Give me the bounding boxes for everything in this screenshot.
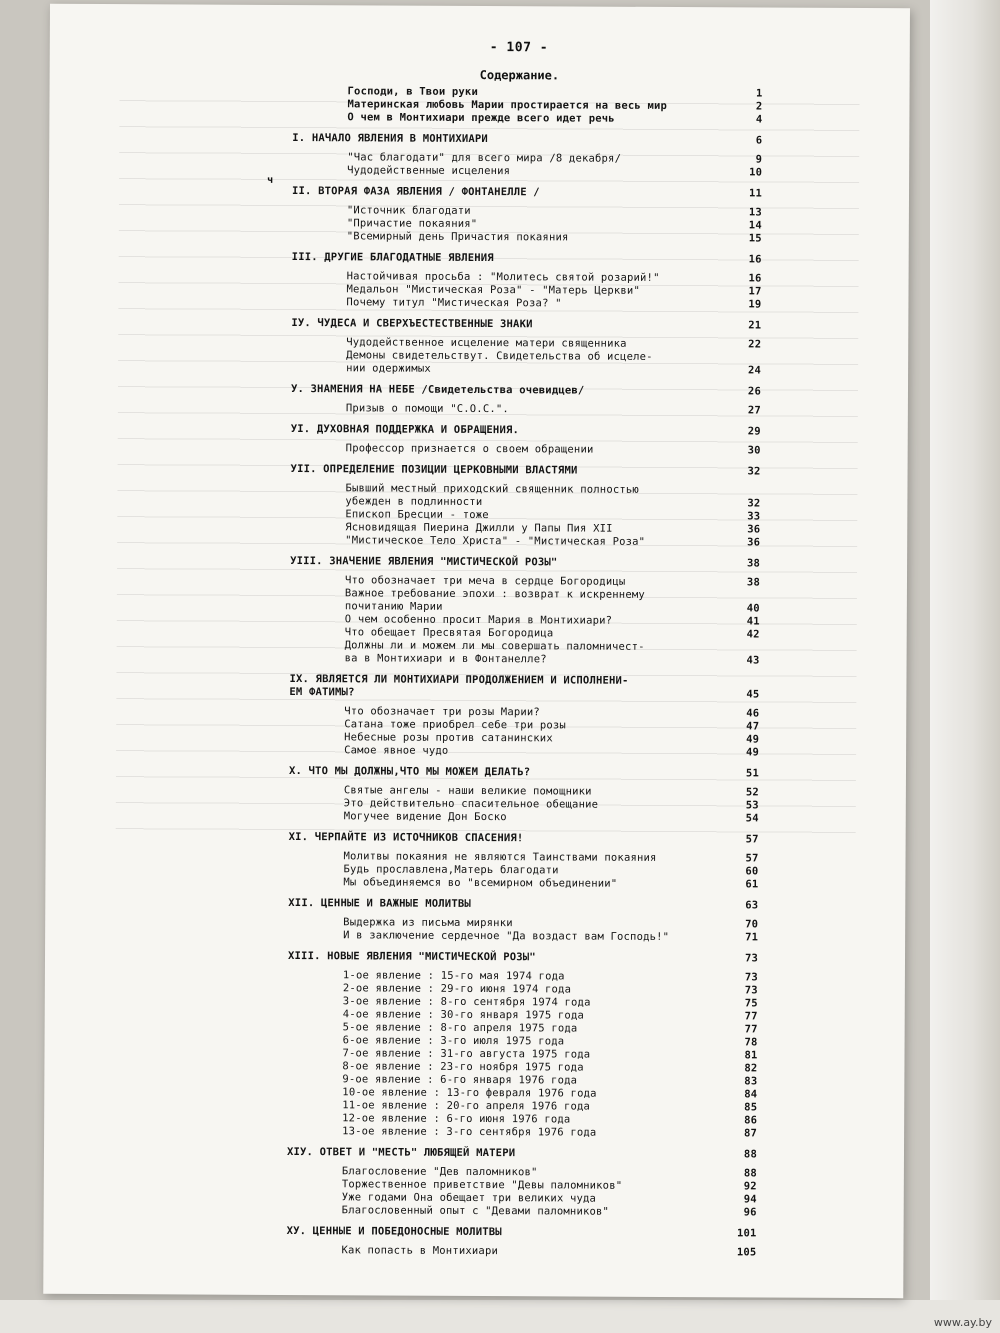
entry-title: "Всемирный день Причастия покаяния bbox=[346, 230, 569, 244]
chapter-entry bbox=[288, 950, 758, 965]
entry-title: 11-ое явление : 20-го апреля 1976 года bbox=[342, 1099, 591, 1113]
entry-page-number: 96 bbox=[743, 1206, 757, 1219]
toc-entry bbox=[290, 482, 760, 510]
toc-entry bbox=[286, 1244, 756, 1259]
entry-page-number: 24 bbox=[748, 364, 762, 377]
entry-title: ХУ. ЦЕННЫЕ И ПОБЕДОНОСНЫЕ МОЛИТВЫ bbox=[286, 1225, 502, 1239]
entry-page-number: 6 bbox=[755, 134, 763, 147]
entry-title: Материнская любовь Марии простирается на весь мир bbox=[347, 98, 668, 112]
entry-title: Почему титул "Мистическая Роза? " bbox=[346, 296, 562, 310]
entry-page-number: 26 bbox=[747, 385, 762, 398]
entry-page-number: 71 bbox=[745, 931, 759, 944]
entry-title: Демоны свидетельствут. Свидетельства об исцеле- нии одержимых bbox=[346, 349, 653, 375]
entry-title: 3-ое явление : 8-го сентября 1974 года bbox=[342, 995, 591, 1009]
chapter-entry bbox=[289, 765, 759, 780]
entry-page-number: 73 bbox=[744, 984, 758, 997]
entry-title: Епископ Бресции - тоже bbox=[345, 508, 489, 522]
toc-entry bbox=[290, 534, 760, 549]
entry-page-number: 53 bbox=[745, 799, 759, 812]
entry-page-number: 1 bbox=[755, 87, 763, 100]
entry-title: Торжественное приветствие "Девы паломников" bbox=[341, 1178, 623, 1192]
entry-page-number: 16 bbox=[748, 253, 762, 266]
chapter-entry bbox=[292, 132, 762, 147]
toc-entry bbox=[290, 587, 760, 615]
entry-page-number: 52 bbox=[745, 786, 759, 799]
toc-entry bbox=[291, 442, 761, 457]
entry-title: III. ДРУГИЕ БЛАГОДАТНЫЕ ЯВЛЕНИЯ bbox=[291, 251, 494, 265]
entry-page-number: 49 bbox=[746, 733, 760, 746]
entry-page-number: 47 bbox=[746, 720, 760, 733]
entry-title: Молитвы покаяния не являются Таинствами покаяния bbox=[343, 850, 657, 864]
entry-page-number: 10 bbox=[749, 166, 763, 179]
entry-title: Чудодейственные исцеления bbox=[347, 164, 511, 178]
entry-title: О чем особенно просит Мария в Монтихиари? bbox=[344, 613, 613, 627]
entry-title: Сатана тоже приобрел себе три розы bbox=[344, 718, 566, 732]
entry-page-number: 13 bbox=[748, 206, 762, 219]
entry-title: Мы объединяемся во "всемирном объединении" bbox=[343, 876, 618, 890]
entry-title: Будь прославлена,Матерь благодати bbox=[343, 863, 559, 877]
chapter-entry bbox=[291, 423, 761, 438]
entry-page-number: 29 bbox=[747, 425, 761, 438]
chapter-entry bbox=[290, 555, 760, 570]
entry-page-number: 77 bbox=[744, 1023, 758, 1036]
entry-title: УIII. ЗНАЧЕНИЕ ЯВЛЕНИЯ "МИСТИЧЕСКОЙ РОЗЫ" bbox=[290, 555, 558, 569]
entry-page-number: 83 bbox=[744, 1075, 758, 1088]
entry-title: Чудодейственное исцеление матери священника bbox=[346, 336, 627, 350]
entry-title: У. ЗНАМЕНИЯ НА НЕБЕ /Свидетельства очевидцев/ bbox=[290, 383, 585, 397]
entry-title: Настойчивая просьба : "Молитесь святой розарий!" bbox=[346, 270, 660, 284]
entry-title: X. ЧТО МЫ ДОЛЖНЫ,ЧТО МЫ МОЖЕМ ДЕЛАТЬ? bbox=[288, 765, 531, 779]
entry-page-number: 15 bbox=[748, 232, 762, 245]
entry-page-number: 16 bbox=[748, 272, 762, 285]
entry-title: 7-ое явление : 31-го августа 1975 года bbox=[342, 1047, 591, 1061]
entry-title: Медальон "Мистическая Роза" - "Матерь Церкви" bbox=[346, 283, 641, 297]
entry-page-number: 32 bbox=[747, 465, 761, 478]
entry-page-number: 77 bbox=[744, 1010, 758, 1023]
entry-title: Профессор признается о своем обращении bbox=[345, 442, 594, 456]
entry-title: Уже годами Она обещает три великих чуда bbox=[341, 1191, 597, 1205]
entry-title: II. ВТОРАЯ ФАЗА ЯВЛЕНИЯ / ФОНТАНЕЛЛЕ / bbox=[291, 185, 540, 199]
chapter-entry bbox=[291, 317, 761, 332]
entry-page-number: 81 bbox=[744, 1049, 758, 1062]
entry-title: IX. ЯВЛЯЕТСЯ ЛИ МОНТИХИАРИ ПРОДОЛЖЕНИЕМ И ИСПОЛНЕНИ- ЕМ ФАТИМЫ? bbox=[289, 673, 629, 699]
entry-title: Святые ангелы - наши великие помощники bbox=[343, 784, 592, 798]
entry-title: Что обозначает три розы Марии? bbox=[344, 705, 540, 719]
entry-page-number: 42 bbox=[746, 628, 760, 641]
entry-title: XII. ЦЕННЫЕ И ВАЖНЫЕ МОЛИТВЫ bbox=[288, 897, 471, 910]
entry-title: XI. ЧЕРПАЙТЕ ИЗ ИСТОЧНИКОВ СПАСЕНИЯ! bbox=[288, 831, 524, 845]
entry-title: Небесные розы против сатанинских bbox=[344, 731, 553, 745]
entry-page-number: 63 bbox=[745, 899, 759, 912]
toc-entry bbox=[292, 111, 762, 126]
entry-title: О чем в Монтихиари прежде всего идет речь bbox=[347, 111, 615, 125]
entry-title: 4-ое явление : 30-го января 1975 года bbox=[342, 1008, 585, 1022]
entry-title: 10-ое явление : 13-го февраля 1976 года bbox=[342, 1086, 597, 1100]
entry-page-number: 57 bbox=[745, 833, 759, 846]
entry-title: Как попасть в Монтихиари bbox=[341, 1244, 499, 1258]
entry-title: Господи, в Твои руки bbox=[347, 85, 479, 98]
entry-page-number: 46 bbox=[746, 707, 760, 720]
entry-title: 12-ое явление : 6-го июня 1976 года bbox=[342, 1112, 571, 1126]
entry-page-number: 101 bbox=[736, 1227, 757, 1240]
entry-page-number: 105 bbox=[736, 1246, 757, 1259]
entry-page-number: 43 bbox=[746, 654, 760, 667]
entry-title: Благословение "Дев паломников" bbox=[341, 1165, 538, 1179]
page-number: - 107 - bbox=[489, 40, 549, 56]
entry-title: Что обозначает три меча в сердце Богородицы bbox=[344, 574, 626, 588]
chapter-entry bbox=[291, 383, 761, 398]
entry-page-number: 21 bbox=[748, 319, 762, 332]
entry-title: "Причастие покаяния" bbox=[346, 217, 478, 230]
entry-page-number: 30 bbox=[747, 444, 761, 457]
entry-page-number: 22 bbox=[748, 338, 762, 351]
entry-page-number: 61 bbox=[745, 878, 759, 891]
entry-page-number: 11 bbox=[748, 187, 763, 200]
entry-page-number: 73 bbox=[744, 952, 759, 965]
entry-page-number: 38 bbox=[746, 576, 761, 589]
entry-title: 9-ое явление : 6-го января 1976 года bbox=[342, 1073, 578, 1087]
background-table bbox=[0, 1300, 1000, 1333]
entry-title: 5-ое явление : 8-го апреля 1975 года bbox=[342, 1021, 578, 1035]
entry-page-number: 57 bbox=[745, 852, 759, 865]
entry-title: "Мистическое Тело Христа" - "Мистическая Роза" bbox=[345, 534, 646, 548]
chapter-entry bbox=[289, 673, 759, 701]
entry-title: УI. ДУХОВНАЯ ПОДДЕРЖКА И ОБРАЩЕНИЯ. bbox=[290, 423, 520, 437]
entry-page-number: 87 bbox=[744, 1127, 758, 1140]
toc-title: Содержание. bbox=[479, 67, 560, 83]
entry-title: Могучее видение Дон Боско bbox=[343, 810, 507, 824]
entry-title: Ясновидящая Пиерина Джилли у Папы Пия XII bbox=[345, 521, 613, 535]
entry-title: Должны ли и можем ли мы совершать паломничест- ва в Монтихиари и в Фонтанелле? bbox=[344, 639, 645, 666]
entry-title: Что обещает Пресвятая Богородица bbox=[344, 626, 554, 640]
entry-title: IУ. ЧУДЕСА И СВЕРХЪЕСТЕСТВЕННЫЕ ЗНАКИ bbox=[291, 317, 533, 331]
toc-entry bbox=[288, 876, 758, 891]
chapter-entry bbox=[287, 1146, 757, 1161]
table-of-contents bbox=[286, 85, 762, 1259]
entry-title: I. НАЧАЛО ЯВЛЕНИЯ В МОНТИХИАРИ bbox=[292, 132, 488, 146]
entry-page-number: 94 bbox=[743, 1193, 757, 1206]
entry-page-number: 40 bbox=[746, 602, 760, 615]
entry-page-number: 75 bbox=[744, 997, 758, 1010]
entry-page-number: 88 bbox=[743, 1148, 758, 1161]
watermark: www.ay.by bbox=[933, 1316, 992, 1329]
entry-page-number: 14 bbox=[748, 219, 762, 232]
entry-page-number: 38 bbox=[747, 557, 761, 570]
entry-title: 6-ое явление : 3-го июля 1975 года bbox=[342, 1034, 565, 1048]
toc-entry bbox=[287, 1204, 757, 1219]
entry-page-number: 41 bbox=[746, 615, 760, 628]
chapter-entry bbox=[292, 185, 762, 200]
entry-page-number: 60 bbox=[745, 865, 759, 878]
entry-title: УII. ОПРЕДЕЛЕНИЕ ПОЗИЦИИ ЦЕРКОВНЫМИ ВЛАСТЯМИ bbox=[290, 463, 578, 477]
entry-page-number: 92 bbox=[743, 1180, 757, 1193]
entry-page-number: 17 bbox=[748, 285, 762, 298]
toc-entry bbox=[287, 1125, 757, 1140]
entry-page-number: 78 bbox=[744, 1036, 758, 1049]
entry-title: Самое явное чудо bbox=[344, 744, 449, 757]
margin-mark: ч bbox=[267, 174, 274, 186]
entry-title: Выдержка из письма мирянки bbox=[343, 916, 513, 930]
entry-page-number: 36 bbox=[747, 523, 761, 536]
entry-title: 1-ое явление : 15-го мая 1974 года bbox=[342, 969, 565, 983]
entry-page-number: 51 bbox=[745, 767, 760, 780]
entry-page-number: 85 bbox=[744, 1101, 758, 1114]
entry-page-number: 27 bbox=[747, 404, 761, 417]
chapter-entry bbox=[287, 1225, 757, 1240]
entry-title: Призыв о помощи "С.О.С.". bbox=[345, 402, 509, 416]
toc-entry bbox=[291, 349, 761, 377]
entry-title: 13-ое явление : 3-го сентября 1976 года bbox=[342, 1125, 597, 1139]
chapter-entry bbox=[292, 251, 762, 266]
entry-title: XIУ. ОТВЕТ И "МЕСТЬ" ЛЮБЯЩЕЙ МАТЕРИ bbox=[286, 1146, 516, 1160]
entry-page-number: 54 bbox=[745, 812, 759, 825]
document-page bbox=[43, 4, 910, 1298]
entry-title: "Источник благодати bbox=[346, 204, 471, 217]
entry-page-number: 49 bbox=[746, 746, 760, 759]
chapter-entry bbox=[289, 831, 759, 846]
entry-page-number: 84 bbox=[744, 1088, 758, 1101]
entry-title: 2-ое явление : 29-го июня 1974 года bbox=[342, 982, 572, 996]
entry-page-number: 32 bbox=[747, 497, 761, 510]
toc-entry bbox=[291, 402, 761, 417]
entry-title: Бывший местный приходский священник полностью убежден в подлинности bbox=[345, 482, 639, 509]
chapter-entry bbox=[291, 463, 761, 478]
entry-title: 8-ое явление : 23-го ноября 1975 года bbox=[342, 1060, 584, 1074]
entry-page-number: 82 bbox=[744, 1062, 758, 1075]
toc-entry bbox=[291, 296, 761, 311]
entry-page-number: 73 bbox=[744, 971, 758, 984]
chapter-entry bbox=[288, 897, 758, 912]
toc-entry bbox=[292, 230, 762, 245]
entry-page-number: 33 bbox=[747, 510, 761, 523]
entry-title: Благословенный опыт с "Девами паломников" bbox=[341, 1204, 610, 1218]
entry-page-number: 88 bbox=[743, 1167, 757, 1180]
toc-entry bbox=[289, 744, 759, 759]
entry-title: XIII. НОВЫЕ ЯВЛЕНИЯ "МИСТИЧЕСКОЙ РОЗЫ" bbox=[287, 950, 536, 964]
entry-page-number: 4 bbox=[755, 113, 763, 126]
entry-title: Это действительно спасительное обещание bbox=[343, 797, 599, 811]
entry-title: И в заключение сердечное "Да воздаст вам Господь!" bbox=[343, 929, 670, 944]
entry-page-number: 70 bbox=[745, 918, 759, 931]
entry-page-number: 86 bbox=[744, 1114, 758, 1127]
background-surface bbox=[930, 0, 1000, 1333]
toc-entry bbox=[289, 810, 759, 825]
entry-page-number: 9 bbox=[755, 153, 763, 166]
toc-entry bbox=[292, 164, 762, 179]
toc-entry bbox=[290, 639, 760, 667]
entry-page-number: 19 bbox=[748, 298, 762, 311]
entry-page-number: 2 bbox=[755, 100, 763, 113]
entry-page-number: 36 bbox=[747, 536, 761, 549]
entry-page-number: 45 bbox=[746, 688, 760, 701]
entry-title: "Час благодати" для всего мира /8 декабря/ bbox=[347, 151, 622, 165]
entry-title: Важное требование эпохи : возврат к искреннему почитанию Марии bbox=[344, 587, 645, 613]
toc-entry bbox=[288, 929, 758, 944]
